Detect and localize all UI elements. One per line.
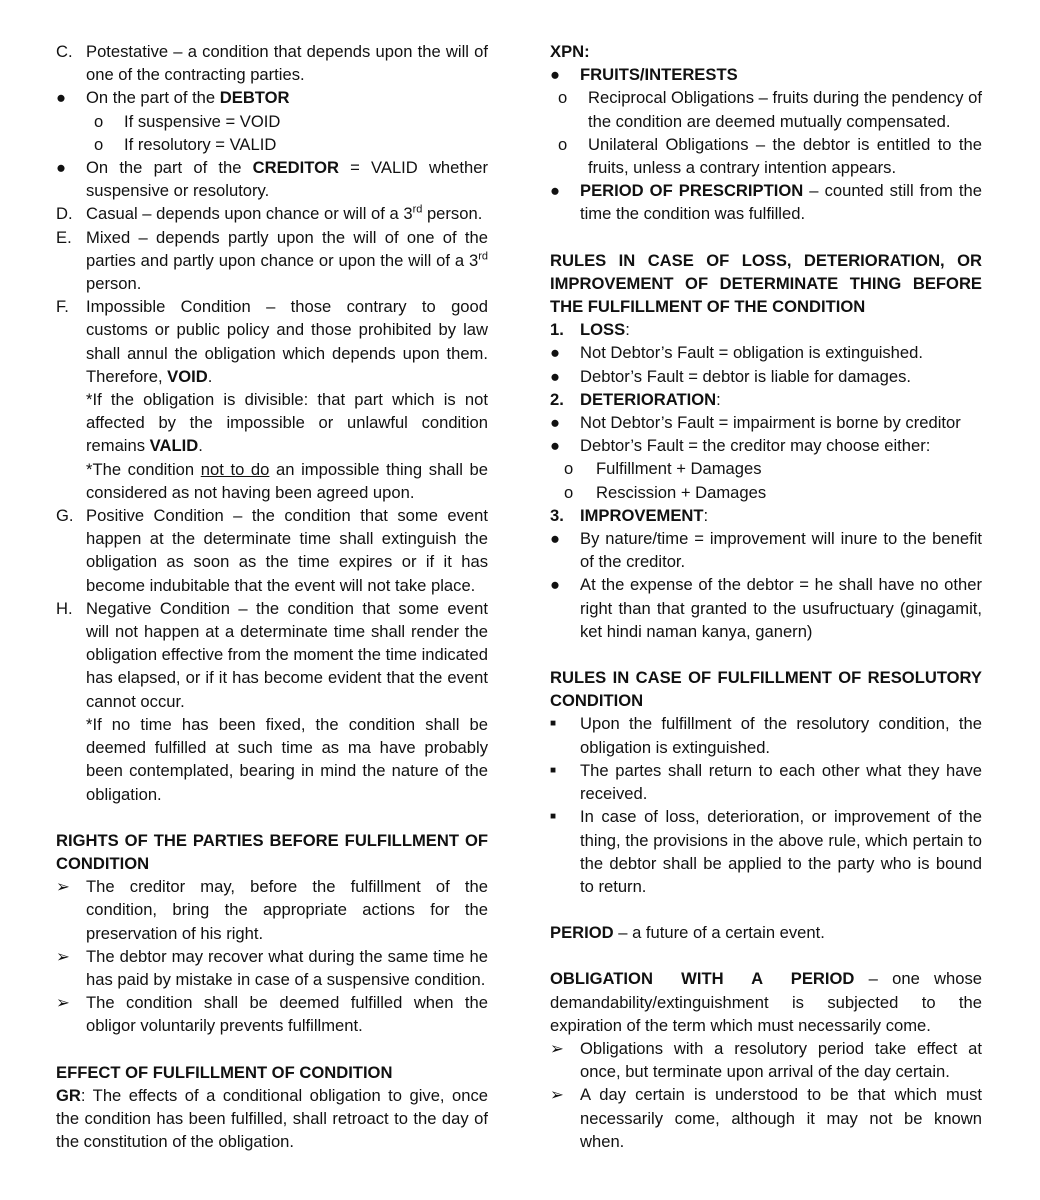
circle-bullet-icon: o bbox=[564, 459, 574, 479]
period-definition: PERIOD – a future of a certain event. bbox=[550, 923, 825, 943]
list-item: ● At the expense of the debtor = he shall have no other right than that granted to the usufructuary (ginagamit, ket hindi naman kanya, ganern) bbox=[550, 573, 982, 643]
bullet-icon: ● bbox=[550, 366, 561, 386]
list-item: ● FRUITS/INTERESTS bbox=[550, 63, 982, 86]
section-heading: RULES IN CASE OF LOSS, DETERIORATION, OR IMPROVEMENT OF DETERMINATE THING BEFORE THE FULFILLMENT OF THE CONDITION bbox=[550, 250, 982, 317]
note: *If no time has been fixed, the condition shall be deemed fulfilled at such time as ma have probably been contemplated, bearing in mind the nature of the obligation. bbox=[86, 714, 488, 804]
circle-bullet-icon: o bbox=[558, 134, 568, 154]
list-item: ● Not Debtor’s Fault = impairment is borne by creditor bbox=[550, 411, 982, 434]
circle-bullet-icon: o bbox=[94, 111, 104, 131]
bullet-icon: ● bbox=[56, 158, 67, 178]
list-item: ■ The partes shall return to each other what they have received. bbox=[550, 759, 982, 805]
list-item: ➢ The condition shall be deemed fulfilled when the obligor voluntarily prevents fulfillment. bbox=[56, 991, 488, 1037]
debtor-item: ● On the part of the DEBTOR bbox=[56, 86, 488, 109]
arrow-icon: ➢ bbox=[56, 993, 70, 1013]
list-item: ➢ A day certain is understood to be that which must necessarily come, although it may not be known when. bbox=[550, 1083, 982, 1153]
list-item: ● Not Debtor’s Fault = obligation is extinguished. bbox=[550, 341, 982, 364]
arrow-icon: ➢ bbox=[550, 1038, 564, 1058]
item-d: D. Casual – depends upon chance or will of a 3rd person. bbox=[56, 203, 483, 224]
arrow-icon: ➢ bbox=[550, 1085, 564, 1105]
sub-item: o Reciprocal Obligations – fruits during the pendency of the condition are deemed mutually compensated. bbox=[550, 86, 982, 132]
bullet-icon: ● bbox=[550, 181, 561, 201]
section-heading: RULES IN CASE OF FULFILLMENT OF RESOLUTORY CONDITION bbox=[550, 668, 982, 711]
list-item: ● By nature/time = improvement will inure to the benefit of the creditor. bbox=[550, 527, 982, 573]
bullet-icon: ● bbox=[550, 529, 561, 549]
note: *The condition not to do an impossible thing shall be considered as not having been agreed upon. bbox=[86, 459, 488, 502]
sub-item: o Unilateral Obligations – the debtor is entitled to the fruits, unless a contrary intention appears. bbox=[550, 133, 982, 179]
item-f: F. Impossible Condition – those contrary to good customs or public policy and those prohibited by law shall annul the obligation which depends upon them. Therefore, VOID. bbox=[56, 297, 488, 386]
bullet-icon: ● bbox=[550, 343, 561, 363]
item-marker: C. bbox=[56, 42, 73, 61]
list-item: ➢ Obligations with a resolutory period take effect at once, but terminate upon arrival of the day certain. bbox=[550, 1037, 982, 1083]
obligation-definition: OBLIGATION WITH A PERIOD – one whose demandability/extinguishment is subjected to the expiration of the term which must necessarily come. bbox=[550, 969, 982, 1035]
debtor-sub-item: o If resolutory = VALID bbox=[56, 133, 488, 156]
list-item: ➢ The debtor may recover what during the same time he has paid by mistake in case of a suspensive condition. bbox=[56, 945, 488, 991]
item-e: E. Mixed – depends partly upon the will of one of the parties and partly upon chance or upon the will of a 3rd person. bbox=[56, 227, 488, 294]
numbered-item: 1. LOSS: bbox=[550, 320, 630, 340]
sub-item: o Fulfillment + Damages bbox=[550, 457, 982, 480]
list-item: ➢ The creditor may, before the fulfillment of the condition, bring the appropriate actions for the preservation of his right. bbox=[56, 875, 488, 945]
list-item: ● Debtor’s Fault = debtor is liable for damages. bbox=[550, 365, 982, 388]
square-bullet-icon: ■ bbox=[550, 811, 557, 823]
numbered-item: 3. IMPROVEMENT: bbox=[550, 505, 709, 525]
circle-bullet-icon: o bbox=[558, 88, 568, 108]
paragraph: GR: The effects of a conditional obligation to give, once the condition has been fulfilled, shall retroact to the day of the constitution of the obligation. bbox=[56, 1085, 488, 1152]
item-g: G. Positive Condition – the condition that some event happen at the determinate time shall extinguish the obligation as soon as the time expires or if it has become indubitable that the event will not take place. bbox=[56, 506, 488, 595]
circle-bullet-icon: o bbox=[94, 134, 104, 154]
xpn-label: XPN: bbox=[550, 42, 590, 61]
bullet-icon: ● bbox=[550, 436, 561, 456]
creditor-item: ● On the part of the CREDITOR = VALID whether suspensive or resolutory. bbox=[56, 156, 488, 202]
list-item: ● PERIOD OF PRESCRIPTION – counted still from the time the condition was fulfilled. bbox=[550, 179, 982, 225]
bullet-icon: ● bbox=[550, 575, 561, 595]
section-heading: EFFECT OF FULFILLMENT OF CONDITION bbox=[56, 1062, 393, 1082]
section-heading: RIGHTS OF THE PARTIES BEFORE FULFILLMENT OF CONDITION bbox=[56, 830, 488, 873]
item-h: H. Negative Condition – the condition that some event will not happen at a determinate time shall render the obligation effective from the moment the time indicated has elapsed, or if it has become evident that the event cannot occur. bbox=[56, 598, 488, 711]
bullet-icon: ● bbox=[550, 65, 561, 85]
note: *If the obligation is divisible: that part which is not affected by the impossible or unlawful condition remains VALID. bbox=[86, 390, 488, 456]
square-bullet-icon: ■ bbox=[550, 718, 557, 730]
list-item: ■ In case of loss, deterioration, or improvement of the thing, the provisions in the above rule, which pertain to the debtor shall be applied to the party who is bound to return. bbox=[550, 805, 982, 898]
item-c: C. Potestative – a condition that depends upon the will of one of the contracting parties. bbox=[56, 40, 488, 86]
square-bullet-icon: ■ bbox=[550, 764, 557, 776]
list-item: ■ Upon the fulfillment of the resolutory condition, the obligation is extinguished. bbox=[550, 712, 982, 758]
arrow-icon: ➢ bbox=[56, 946, 70, 966]
arrow-icon: ➢ bbox=[56, 877, 70, 897]
left-column bbox=[56, 40, 488, 1153]
bullet-icon: ● bbox=[550, 413, 561, 433]
bullet-icon: ● bbox=[56, 88, 67, 108]
numbered-item: 2. DETERIORATION: bbox=[550, 389, 721, 409]
sub-item: o Rescission + Damages bbox=[550, 481, 982, 504]
circle-bullet-icon: o bbox=[564, 482, 574, 502]
right-column bbox=[550, 40, 982, 1153]
debtor-sub-item: o If suspensive = VOID bbox=[56, 110, 488, 133]
list-item: ● Debtor’s Fault = the creditor may choose either: bbox=[550, 434, 982, 457]
